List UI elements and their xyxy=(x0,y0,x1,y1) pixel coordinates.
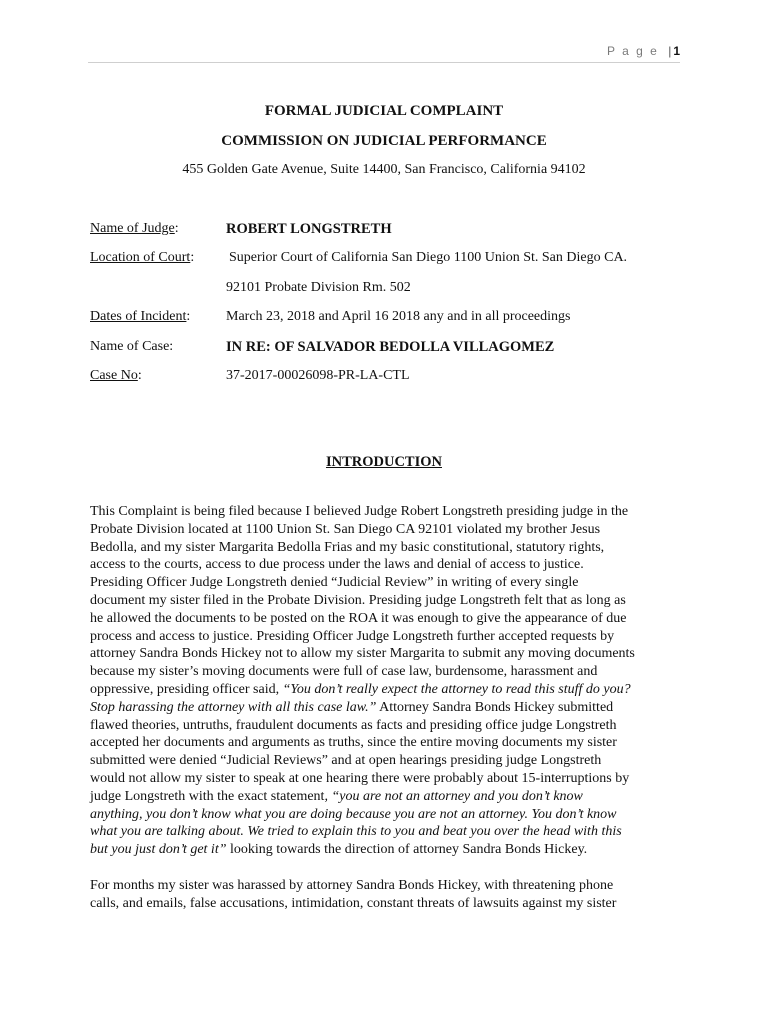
court-value-line1: Superior Court of California San Diego 1100 Union St. San Diego CA. xyxy=(229,250,628,265)
info-row-judge xyxy=(90,219,392,239)
header-divider xyxy=(88,62,680,63)
dates-value: March 23, 2018 and April 16 2018 any and in all proceedings xyxy=(226,309,571,324)
page-number-header xyxy=(607,44,680,58)
introduction-paragraph-1: This Complaint is being filed because I believed Judge Robert Longstreth presiding judge in the Probate Division located at 1100 Union St. San Diego CA 92101 violated my brother Jesus Bedolla, and my sister Margarita Bedolla Frias and my basic constitutional, statutory rights, access to the courts, access to due process under the laws and denial of access to justice. Presiding Officer Judge Longstreth denied “Judicial Review” in writing of every single document my sister filed in the Probate Division. Presiding judge Longstreth felt that as long as he allowed the documents to be posted on the ROA it was enough to give the appearance of due process and access to justice. Presiding Officer Judge Longstreth further accepted requests by attorney Sandra Bonds Hickey not to allow my sister Margarita to submit any moving documents because my sister’s moving documents were full of case law, burdensome, harassment and oppressive, presiding officer said, “You don’t really expect the attorney to read this stuff do you? Stop harassing the attorney with all this case law.” Attorney Sandra Bonds Hickey submitted flawed theories, untruths, fraudulent documents as facts and presiding office judge Longstreth accepted her documents and arguments as truths, since the entire moving documents my sister submitted were denied “Judicial Reviews” and at open hearings presiding judge Longstreth would not allow my sister to speak at one hearing there were probably about 15-interruptions by judge Longstreth with the exact statement, “you are not an attorney and you don’t know anything, you don’t know what you are doing because you are not an attorney. You don’t know what you are talking about. We tried to explain this to you and beat you over the head with this but you just don’t get it” looking towards the direction of attorney Sandra Bonds Hickey. xyxy=(90,504,635,858)
dates-label: Dates of Incident: xyxy=(90,309,191,324)
info-row-dates xyxy=(90,307,571,327)
judge-label: Name of Judge: xyxy=(90,221,179,236)
title-block xyxy=(88,100,680,180)
court-label: Location of Court: xyxy=(90,250,195,265)
commission-address: 455 Golden Gate Avenue, Suite 14400, San Francisco, California 94102 xyxy=(182,162,586,177)
case-name-label: Name of Case: xyxy=(90,339,174,354)
page-word: P a g e xyxy=(607,44,659,58)
page-number: 1 xyxy=(673,44,680,58)
case-name-value: IN RE: OF SALVADOR BEDOLLA VILLAGOMEZ xyxy=(226,339,555,355)
commission-name: COMMISSION ON JUDICIAL PERFORMANCE xyxy=(221,133,547,149)
info-row-court-cont xyxy=(90,278,411,298)
judge-value: ROBERT LONGSTRETH xyxy=(226,221,392,237)
document-title: FORMAL JUDICIAL COMPLAINT xyxy=(264,103,504,119)
court-value-line2: 92101 Probate Division Rm. 502 xyxy=(226,280,411,295)
info-row-case-name xyxy=(90,337,555,357)
info-row-court xyxy=(90,248,628,268)
case-no-label: Case No: xyxy=(90,368,142,383)
info-row-case-no xyxy=(90,366,410,386)
case-no-value: 37-2017-00026098-PR-LA-CTL xyxy=(226,368,410,383)
introduction-heading: INTRODUCTION xyxy=(325,454,442,470)
introduction-paragraph-2: For months my sister was harassed by attorney Sandra Bonds Hickey, with threatening phone calls, and emails, false accusations, intimidation, constant threats of lawsuits against my sister xyxy=(90,878,617,911)
page-separator: | xyxy=(668,44,672,58)
